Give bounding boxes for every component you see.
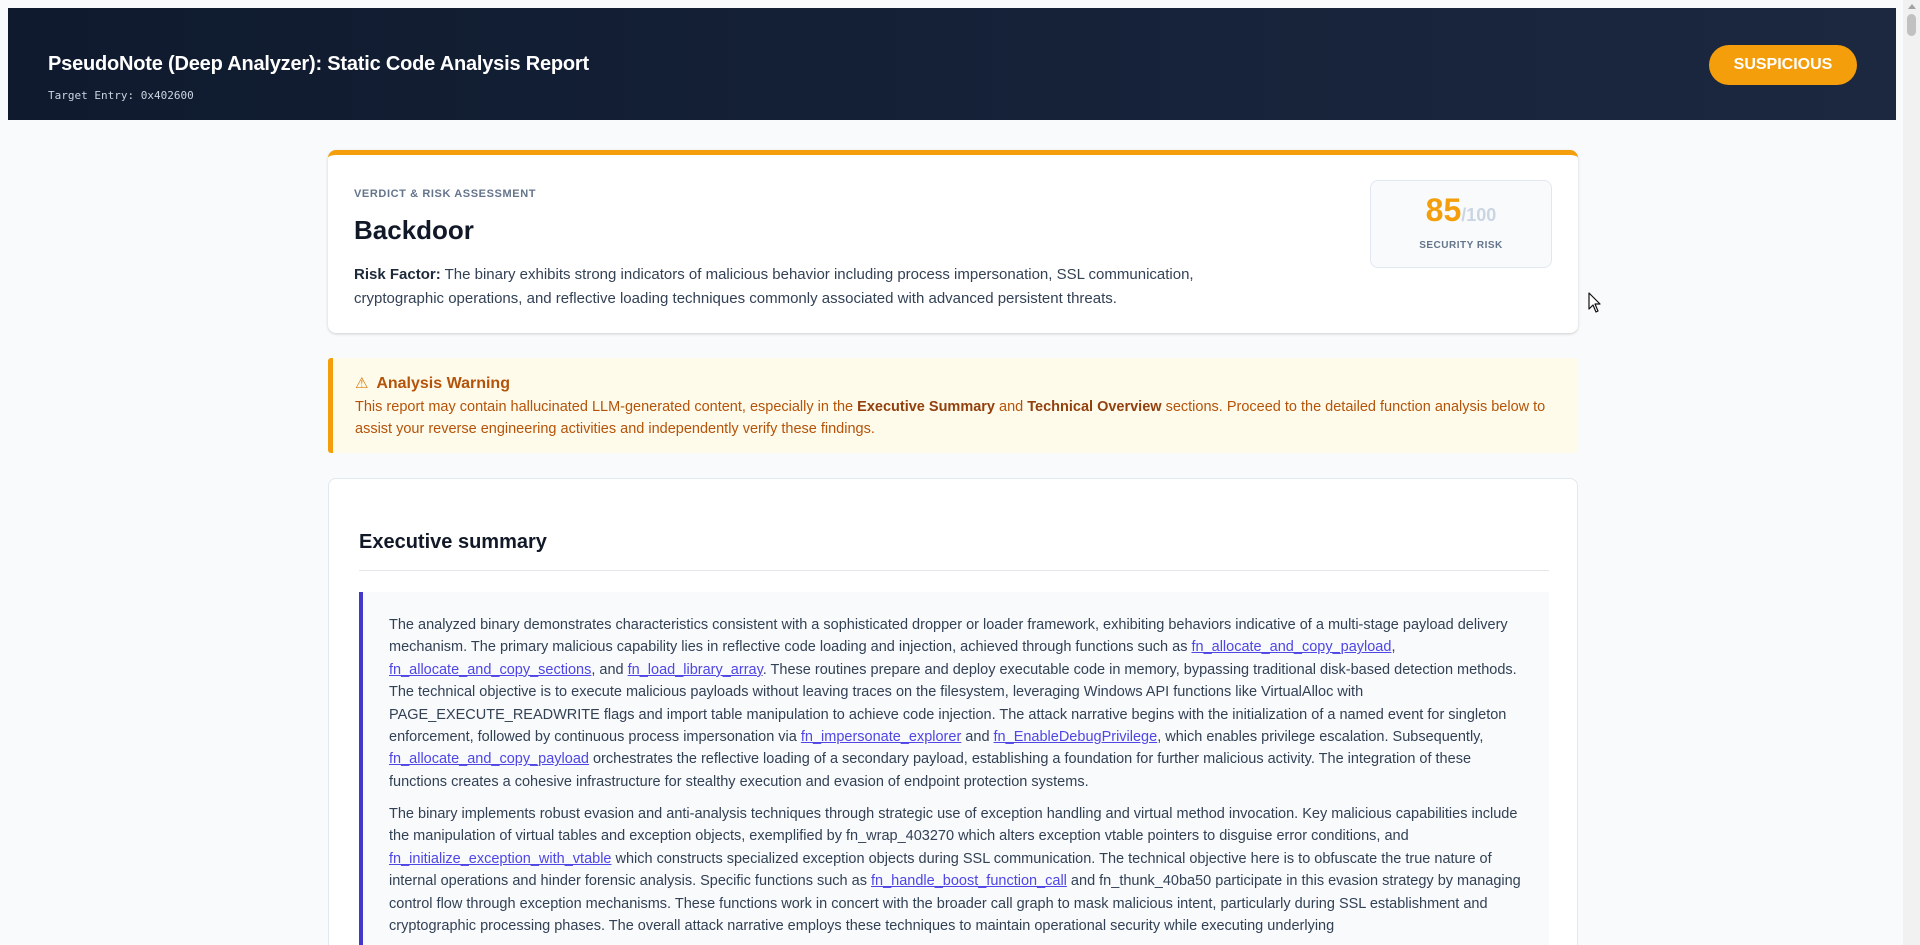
score-value: 85 — [1425, 192, 1462, 228]
function-link[interactable]: fn_initialize_exception_with_vtable — [389, 850, 612, 867]
executive-summary-card — [328, 478, 1578, 945]
warning-title-text: Analysis Warning — [376, 375, 510, 392]
report-header — [8, 8, 1896, 120]
mouse-cursor-icon — [1588, 292, 1602, 314]
report-title: PseudoNote (Deep Analyzer): Static Code Analysis Report — [48, 53, 589, 75]
summary-text: which constructs specialized exception objects during SSL communication. The technical objective here is to obfuscate the true nature of internal operations and hinder forensic analysis. Specific functions such as — [389, 850, 1492, 890]
summary-paragraph-1 — [389, 614, 1529, 793]
summary-text: , which enables privilege escalation. Subsequently, — [1157, 729, 1484, 746]
verdict-badge: SUSPICIOUS — [1709, 45, 1857, 85]
target-entry-address: 0x402600 — [140, 89, 194, 102]
score-max: /100 — [1461, 205, 1497, 225]
function-link[interactable]: fn_load_library_array — [627, 661, 763, 678]
warning-text — [355, 396, 1565, 440]
security-risk-score — [1370, 180, 1552, 268]
risk-factor-label: Risk Factor: — [354, 266, 441, 283]
warning-text-part: sections. Proceed to the detailed function analysis below to assist your reverse engineering activities and independently verify these findings. — [355, 399, 1546, 437]
score-label: SECURITY RISK — [1419, 240, 1503, 251]
summary-blockquote — [359, 592, 1549, 945]
summary-text: The binary implements robust evasion and anti-analysis techniques through strategic use of exception handling and virtual method invocation. Key malicious capabilities include the manipulation of virtual tables and exception objects, exemplified by fn_wrap_403270 which alters exception vtable pointers to disguise error conditions, and — [389, 806, 1518, 845]
executive-summary-title: Executive summary — [359, 531, 547, 553]
summary-text: , — [1391, 639, 1396, 656]
risk-factor-text: The binary exhibits strong indicators of malicious behavior including process impersonation, SSL communication, cryptographic operations, and reflective loading techniques commonly associated with advanced persistent threats. — [354, 266, 1194, 307]
warning-bold-technical-overview: Technical Overview — [1027, 399, 1162, 415]
warning-text-part: and — [994, 399, 1028, 415]
target-entry-label: Target Entry: — [48, 89, 135, 102]
summary-text: and — [961, 729, 994, 746]
summary-text: and fn_thunk_40ba50 participate in this evasion strategy by managing control flow through exception mechanisms. These functions work in concert with the broader call graph to mask malicious intent, particularly during SSL establishment and cryptographic processing phases. The overall attack narrative employs these techniques to maintain operational security while executing underlying — [389, 873, 1521, 935]
analysis-warning — [328, 358, 1578, 453]
risk-assessment-card — [328, 150, 1578, 333]
function-link[interactable]: fn_allocate_and_copy_payload — [389, 751, 589, 768]
target-entry — [48, 89, 194, 102]
risk-verdict: Backdoor — [354, 215, 474, 245]
warning-title — [355, 374, 510, 393]
divider — [359, 570, 1549, 571]
summary-paragraph-2 — [389, 803, 1529, 937]
risk-factor — [354, 263, 1284, 311]
function-link[interactable]: fn_EnableDebugPrivilege — [993, 729, 1158, 746]
summary-text: , and — [591, 661, 628, 678]
summary-text: . These routines prepare and deploy executable code in memory, bypassing traditional disk-based detection methods. The technical objective is to execute malicious payloads without leaving traces on the filesystem, leveraging Windows API functions like VirtualAlloc with PAGE_EXECUTE_READWRITE flags and import table manipulation to achieve code injection. The attack narrative begins with the initialization of a named event for singleton enforcement, followed by continuous process impersonation via — [389, 661, 1517, 746]
function-link[interactable]: fn_handle_boost_function_call — [871, 873, 1067, 890]
warning-bold-executive-summary: Executive Summary — [857, 399, 995, 415]
function-link[interactable]: fn_allocate_and_copy_sections — [389, 661, 592, 678]
summary-text: The analyzed binary demonstrates characteristics consistent with a sophisticated dropper or loader framework, exhibiting behaviors indicative of a multi-stage payload delivery mechanism. The primary malicious capability lies in reflective code loading and injection, achieved through functions such as — [389, 617, 1508, 656]
scrollbar-thumb[interactable] — [1907, 14, 1916, 36]
function-link[interactable]: fn_impersonate_explorer — [800, 729, 962, 746]
risk-section-label: VERDICT & RISK ASSESSMENT — [354, 188, 537, 200]
summary-text: orchestrates the reflective loading of a secondary payload, establishing a foundation for further malicious activity. The integration of these functions creates a cohesive infrastructure for stealthy execution and evasion of endpoint protection systems. — [389, 751, 1472, 790]
warning-icon: ⚠ — [355, 375, 369, 392]
page-scrollbar[interactable] — [1903, 0, 1920, 945]
warning-text-part: This report may contain hallucinated LLM-generated content, especially in the — [355, 399, 858, 415]
function-link[interactable]: fn_allocate_and_copy_payload — [1191, 639, 1392, 656]
scroll-up-arrow-icon[interactable] — [1908, 4, 1916, 9]
